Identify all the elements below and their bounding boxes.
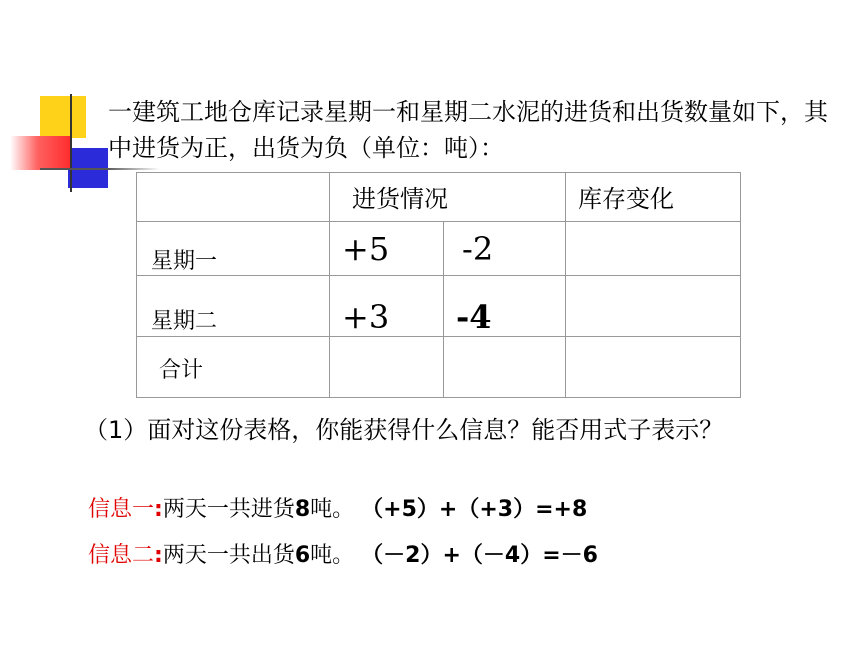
question-text: （1）面对这份表格，你能获得什么信息？能否用式子表示？: [84, 416, 724, 444]
day-cell: [137, 276, 330, 337]
info-unit: 吨。: [310, 497, 355, 522]
total-change-cell: [566, 337, 741, 398]
in-cell: [330, 222, 444, 276]
total-in-cell: [330, 337, 444, 398]
day-label: 星期一: [151, 249, 218, 274]
info-formula: （－2）+（－4）=－6: [372, 543, 598, 568]
table-header-row: [137, 173, 741, 222]
in-value: +3: [342, 298, 390, 336]
info-label: 信息二: [88, 543, 155, 568]
info-number: 6: [294, 543, 311, 568]
table-row: [137, 276, 741, 337]
intro-text: 一建筑工地仓库记录星期一和星期二水泥的进货和出货数量如下，其中进货为正，出货为负（单位：吨）：: [108, 98, 828, 162]
total-label: 合计: [159, 358, 204, 383]
table-total-row: [137, 337, 741, 398]
out-value: -2: [462, 230, 494, 268]
total-out-cell: [444, 337, 566, 398]
decor-horizontal-line: [40, 168, 160, 170]
header-purchase-label: 进货情况: [352, 185, 448, 213]
info-unit: 吨。: [310, 543, 355, 568]
info-text: 两天一共进货: [162, 497, 295, 522]
decor-yellow-square: [40, 96, 86, 138]
info-line-2: [88, 538, 598, 569]
in-value: +5: [342, 230, 390, 268]
out-cell: [444, 222, 566, 276]
decor-vertical-line: [70, 94, 72, 192]
total-label-cell: [137, 337, 330, 398]
day-label: 星期二: [151, 309, 218, 334]
header-empty-cell: [137, 173, 330, 222]
info-colon: :: [154, 497, 163, 522]
info-text: 两天一共出货: [162, 543, 295, 568]
out-value: -4: [456, 298, 492, 336]
info-number: 8: [294, 497, 311, 522]
inventory-table: [136, 172, 741, 398]
info-line-1: [88, 492, 587, 523]
header-stock-change-label: 库存变化: [578, 185, 674, 213]
header-cell-change: [566, 173, 741, 222]
change-cell: [566, 222, 741, 276]
info-label: 信息一: [88, 497, 155, 522]
info-formula: （+5）+（+3）=+8: [372, 497, 588, 522]
decor-red-gradient-bar: [10, 136, 72, 170]
header-cell-purchase: [330, 173, 566, 222]
in-cell: [330, 276, 444, 337]
out-cell: [444, 276, 566, 337]
info-colon: :: [154, 543, 163, 568]
change-cell: [566, 276, 741, 337]
day-cell: [137, 222, 330, 276]
